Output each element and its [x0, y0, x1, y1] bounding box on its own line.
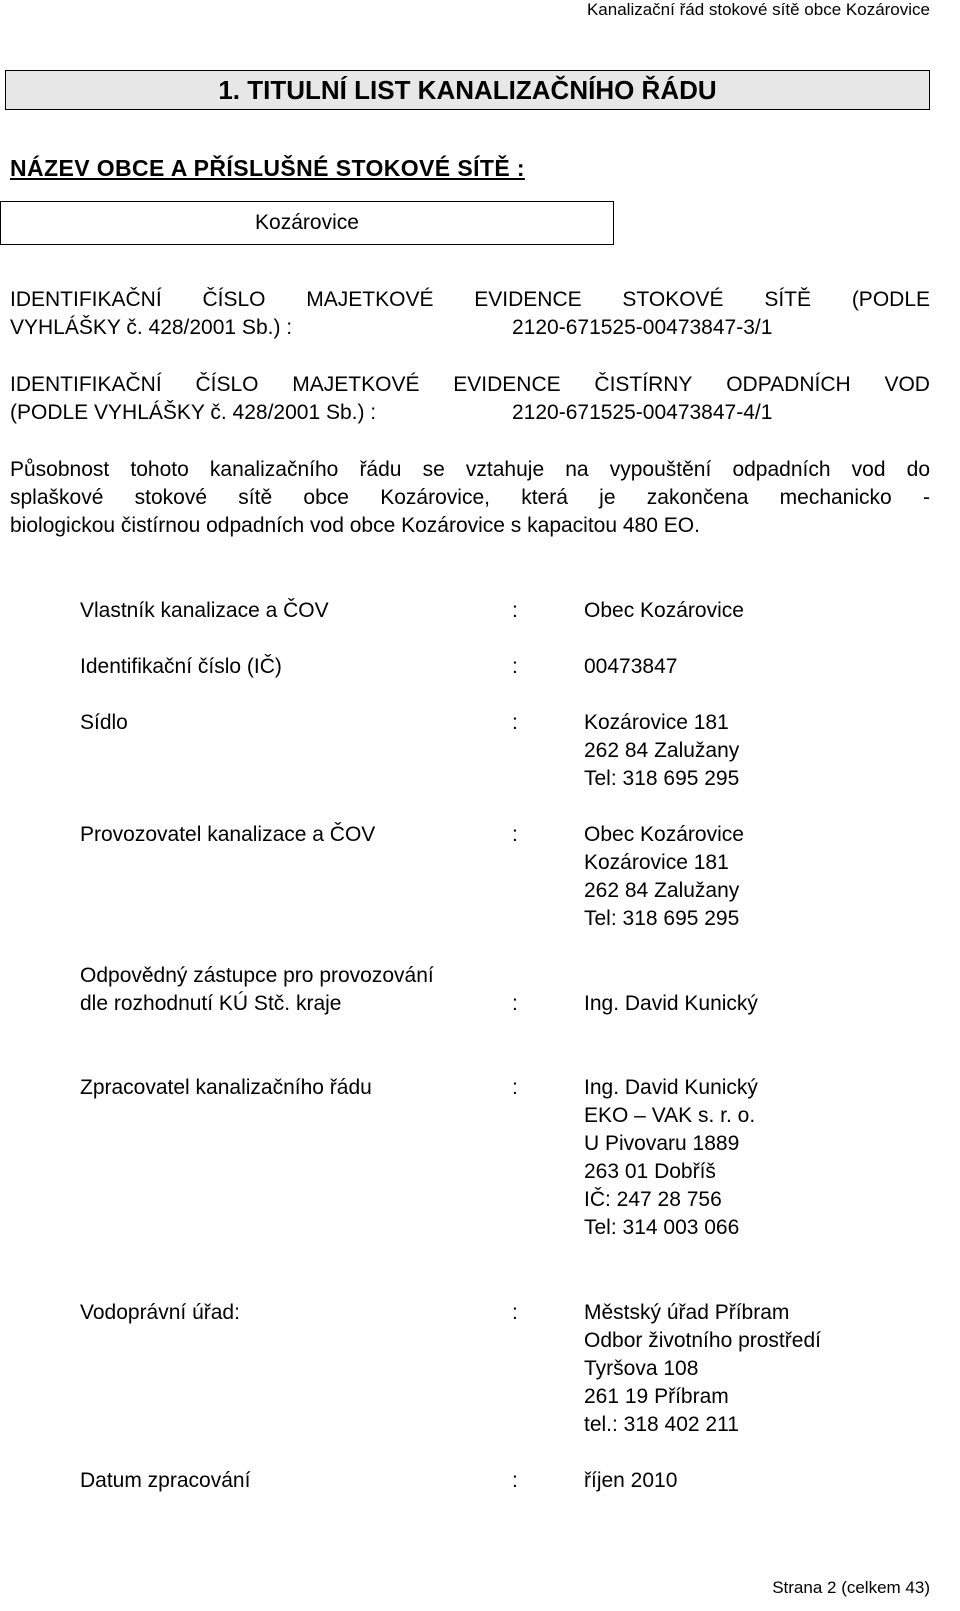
detail-label: Provozovatel kanalizace a ČOV — [80, 823, 376, 846]
detail-label: Sídlo — [80, 711, 128, 734]
page-footer: Strana 2 (celkem 43) — [772, 1578, 930, 1597]
detail-value: 00473847 — [584, 655, 678, 678]
detail-colon: : — [512, 992, 518, 1015]
detail-colon: : — [512, 1469, 518, 1492]
detail-value: Ing. David Kunický — [584, 992, 758, 1015]
detail-label: Datum zpracování — [80, 1469, 251, 1492]
ident-sewer-block — [10, 286, 930, 342]
detail-colon: : — [512, 599, 518, 622]
detail-colon: : — [512, 711, 518, 734]
detail-colon: : — [512, 823, 518, 846]
running-header: Kanalizační řád stokové sítě obce Kozárovice — [586, 0, 930, 19]
detail-colon: : — [512, 1301, 518, 1324]
ident-plant-line1: IDENTIFIKAČNÍ ČÍSLO MAJETKOVÉ EVIDENCE ČISTÍRNY ODPADNÍCH VOD — [10, 373, 930, 396]
section-title: 1. TITULNÍ LIST KANALIZAČNÍHO ŘÁDU — [5, 70, 930, 110]
detail-label: Vlastník kanalizace a ČOV — [80, 599, 329, 622]
ident-plant-number: 2120-671525-00473847-4/1 — [512, 401, 773, 424]
ident-sewer-label: VYHLÁŠKY č. 428/2001 Sb.) : — [10, 316, 293, 339]
detail-label: Odpovědný zástupce pro provozování dle rozhodnutí KÚ Stč. kraje — [80, 964, 434, 1015]
detail-label: Identifikační číslo (IČ) — [80, 655, 282, 678]
detail-colon: : — [512, 655, 518, 678]
detail-value: Kozárovice 181 262 84 Zalužany Tel: 318 695 295 — [584, 711, 740, 790]
ident-sewer-line1: IDENTIFIKAČNÍ ČÍSLO MAJETKOVÉ EVIDENCE STOKOVÉ SÍTĚ (PODLE — [10, 288, 930, 311]
detail-label: Vodoprávní úřad: — [80, 1301, 240, 1324]
detail-value: Obec Kozárovice — [584, 599, 744, 622]
scope-line-3: biologickou čistírnou odpadních vod obce Kozárovice s kapacitou 480 EO. — [10, 514, 700, 537]
detail-colon: : — [512, 1076, 518, 1099]
village-name: Kozárovice — [255, 211, 359, 234]
ident-plant-label: (PODLE VYHLÁŠKY č. 428/2001 Sb.) : — [10, 401, 377, 424]
ident-sewer-number: 2120-671525-00473847-3/1 — [512, 316, 773, 339]
scope-paragraph — [10, 456, 930, 540]
detail-value: Obec Kozárovice Kozárovice 181 262 84 Zalužany Tel: 318 695 295 — [584, 823, 744, 930]
village-name-box — [0, 201, 614, 245]
detail-value: Ing. David Kunický EKO – VAK s. r. o. U Pivovaru 1889 263 01 Dobříš IČ: 247 28 756 Tel: 314 003 066 — [584, 1076, 758, 1239]
ident-sewer-line2 — [10, 314, 930, 342]
scope-line-1: Působnost tohoto kanalizačního řádu se vztahuje na vypouštění odpadních vod do — [10, 458, 930, 481]
detail-value: říjen 2010 — [584, 1469, 678, 1492]
subheading: NÁZEV OBCE A PŘÍSLUŠNÉ STOKOVÉ SÍTĚ : — [10, 155, 525, 181]
ident-plant-block — [10, 371, 930, 427]
scope-line-2: splaškové stokové sítě obce Kozárovice, která je zakončena mechanicko - — [10, 486, 930, 509]
ident-plant-line2 — [10, 399, 930, 427]
detail-value: Městský úřad Příbram Odbor životního prostředí Tyršova 108 261 19 Příbram tel.: 318 402 211 — [584, 1301, 821, 1436]
detail-label: Zpracovatel kanalizačního řádu — [80, 1076, 372, 1099]
